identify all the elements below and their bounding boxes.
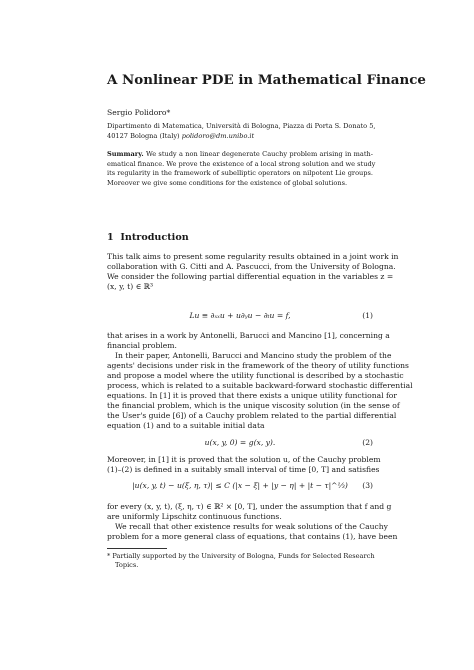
equation-2-number: (2)	[362, 438, 373, 447]
equation-3-number: (3)	[362, 481, 373, 490]
paragraph-1	[107, 252, 399, 272]
summary-line-3: its regularity in the framework of subelliptic operators on nilpotent Lie groups.	[107, 169, 373, 178]
footnote-line-2: Topics.	[115, 561, 139, 570]
p3-line-5: equations. In [1] it is proved that there exists a unique utility functional for	[107, 390, 398, 400]
p3-line-2: agents' decisions under risk in the framework of the theory of utility functions	[107, 360, 409, 370]
affiliation-line-1: Dipartimento di Matematica, Università di Bologna, Piazza di Porta S. Donato 5,	[107, 122, 376, 130]
affiliation-address: 40127 Bologna (Italy)	[107, 131, 182, 140]
footnote-line-1: * Partially supported by the University of Bologna, Funds for Selected Research	[107, 552, 375, 560]
equation-1-number: (1)	[362, 311, 373, 320]
section-title: Introduction	[120, 232, 189, 243]
summary-line-2: ematical finance. We prove the existence of a local strong solution and we study	[107, 159, 376, 168]
p6-line-2: problem for a more general class of equations, that contains (1), have been	[107, 531, 398, 541]
equation-3	[107, 481, 373, 493]
paragraph-5	[107, 502, 392, 522]
p1-line-4: (x, y, t) ∈ ℝ³	[107, 281, 153, 291]
p3-line-7: the User's guide [6]) of a Cauchy problem related to the partial differential	[107, 410, 397, 420]
equation-3-body: |u(x, y, t) − u(ξ, η, τ)| ≤ C (|x − ξ| + |y − η| + |t − τ|^⅓)	[132, 481, 348, 490]
p1-line-1: This talk aims to present some regularity results obtained in a joint work in	[107, 252, 399, 261]
p6-line-1: We recall that other existence results for weak solutions of the Cauchy	[115, 522, 388, 531]
p4-line-1: Moreover, in [1] it is proved that the solution u, of the Cauchy problem	[107, 455, 381, 464]
summary-text-1: We study a non linear degenerate Cauchy problem arising in math-	[145, 150, 373, 158]
p2-line-2: financial problem.	[107, 340, 177, 350]
section-heading	[107, 232, 373, 243]
p3-line-8: equation (1) and to a suitable initial data	[107, 420, 265, 430]
p5-line-1: for every (x, y, t), (ξ, η, τ) ∈ ℝ² × [0, T], under the assumption that f and g	[107, 502, 392, 511]
paragraph-2	[107, 331, 390, 351]
paragraph-4	[107, 455, 381, 475]
p1-line-3: We consider the following partial differential equation in the variables z =	[107, 272, 394, 281]
p2-line-1: that arises in a work by Antonelli, Barucci and Mancino [1], concerning a	[107, 331, 390, 340]
p4-line-2: (1)–(2) is defined in a suitably small interval of time [0, T] and satisfies	[107, 464, 380, 474]
equation-1	[107, 311, 373, 323]
p3-line-6: the financial problem, which is the unique viscosity solution (in the sense of	[107, 400, 400, 410]
p5-line-2: are uniformly Lipschitz continuous functions.	[107, 511, 282, 521]
p1-line-2: collaboration with G. Citti and A. Pascucci, from the University of Bologna.	[107, 261, 396, 271]
paper-title: A Nonlinear PDE in Mathematical Finance	[107, 72, 426, 88]
affiliation-line-2	[107, 132, 373, 142]
paragraph-1-cont	[107, 272, 394, 292]
paragraph-3	[107, 351, 413, 431]
equation-2	[107, 438, 373, 450]
author-name: Sergio Polidoro*	[107, 108, 171, 117]
summary-line-4: Moreover we give some conditions for the existence of global solutions.	[107, 178, 348, 187]
equation-1-body: Lu ≡ ∂ₓₓu + u∂ᵧu − ∂ₜu = f,	[189, 311, 291, 320]
footnote-rule	[107, 548, 167, 549]
p3-line-4: process, which is related to a suitable backward-forward stochastic differential	[107, 380, 413, 390]
equation-2-body: u(x, y, 0) = g(x, y).	[204, 438, 276, 447]
summary-line-1	[107, 150, 373, 160]
summary-block	[107, 150, 376, 188]
summary-label: Summary.	[107, 150, 144, 158]
p3-line-1: In their paper, Antonelli, Barucci and Mancino study the problem of the	[115, 351, 392, 360]
affiliation	[107, 122, 376, 141]
section-number: 1	[107, 232, 114, 243]
author-email: polidoro@dm.unibo.it	[181, 131, 255, 140]
p3-line-3: and propose a model where the utility functional is described by a stochastic	[107, 370, 404, 380]
paragraph-6	[107, 522, 398, 542]
footnote	[107, 552, 373, 571]
